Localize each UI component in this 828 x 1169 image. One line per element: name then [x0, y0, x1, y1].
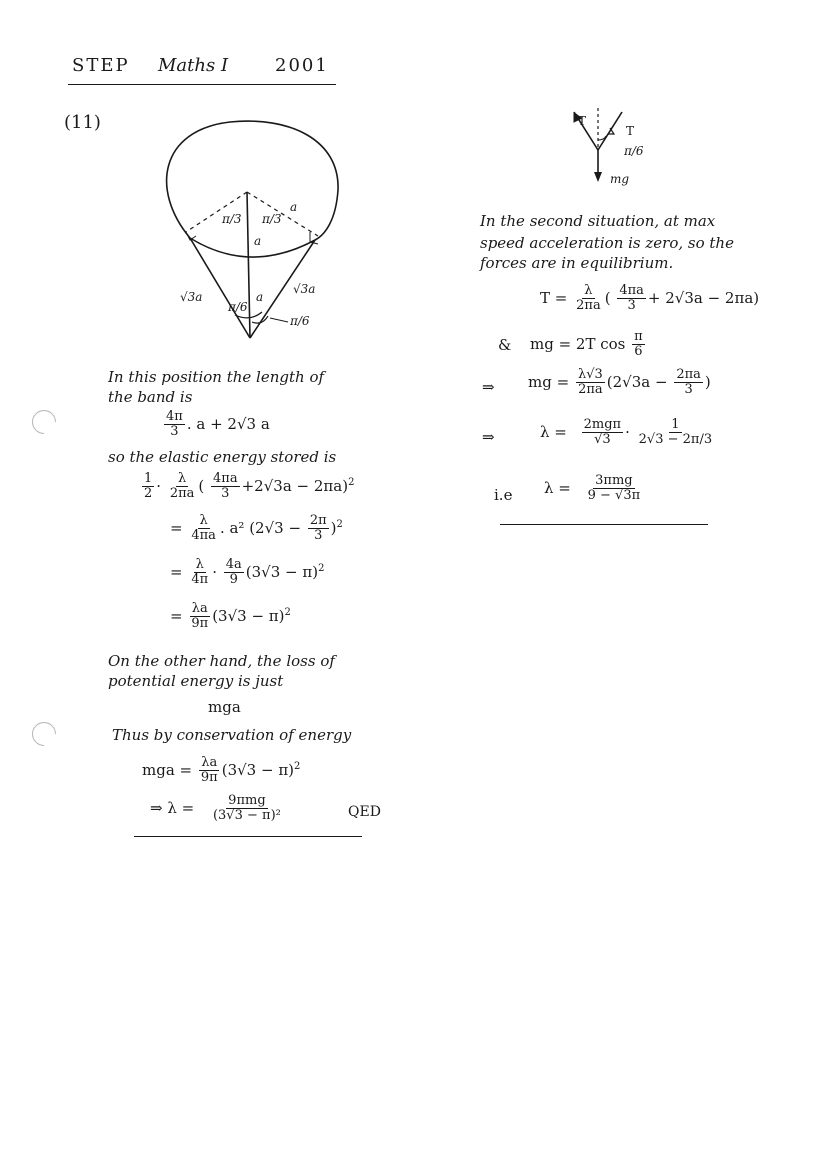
force-angle: π/6 — [624, 144, 644, 158]
c1-num: λa — [201, 755, 218, 770]
r1-num: λ — [584, 283, 593, 298]
c2-den: (3√3 − π)² — [212, 808, 281, 824]
r1-den: 2πa — [576, 298, 601, 314]
question-number: (11) — [64, 112, 101, 133]
e2-eq: = — [170, 518, 183, 537]
band-length-expression — [162, 410, 270, 440]
r3-mid: (2√3a − — [606, 372, 668, 391]
label-sqrt3a-right: √3a — [293, 282, 316, 296]
c2-num: 9πmg — [228, 793, 266, 808]
e3-rest: (3√3 − π) — [245, 562, 319, 581]
r3-arrow: ⇒ — [482, 378, 495, 396]
e3-den: 4π — [191, 572, 209, 588]
e1-lam-num: λ — [177, 471, 187, 486]
r1-iden: 3 — [627, 298, 636, 314]
right-final-rule — [500, 524, 708, 525]
e2-fnum: 2π — [309, 513, 327, 528]
r2-den: 6 — [634, 344, 643, 360]
left-final-rule — [134, 836, 362, 837]
r5-num: 3πmg — [595, 473, 633, 488]
right-line-1: In the second situation, at max — [480, 212, 716, 230]
r3-iden: 3 — [684, 382, 693, 398]
e3-num: λ — [195, 557, 204, 572]
e2-mid: . a² (2√3 − — [219, 518, 302, 537]
qed-label: QED — [348, 804, 381, 820]
e3-sq: 2 — [318, 562, 325, 574]
label-a-lower: a — [256, 290, 264, 304]
label-sqrt3a-left: √3a — [180, 290, 203, 304]
c1-den: 9π — [200, 770, 218, 786]
r4-den: √3 — [594, 432, 611, 448]
punch-hole-bottom — [27, 717, 61, 751]
ampersand: & — [498, 336, 512, 354]
e4-rest: (3√3 − π) — [212, 606, 285, 625]
r3-left: mg = — [528, 372, 570, 391]
punch-hole-top — [27, 405, 61, 439]
e1-half-num: 1 — [144, 471, 153, 486]
left-line-6: Thus by conservation of energy — [112, 726, 352, 744]
r4-num2: 1 — [671, 417, 680, 432]
e2-end: ) — [330, 518, 337, 537]
e1-half-den: 2 — [144, 486, 153, 502]
r5-den: 9 − √3π — [587, 488, 641, 504]
e2-sq: 2 — [336, 518, 343, 530]
e4-den: 9π — [191, 616, 209, 632]
circle-band-diagram — [150, 110, 350, 350]
e1-inner-num: 4πa — [213, 471, 238, 486]
e1-rest: +2√3a − 2πa) — [241, 476, 349, 495]
e2-den: 4πa — [191, 528, 216, 544]
c2-left: ⇒ λ = — [150, 798, 195, 817]
right-line-2: speed acceleration is zero, so the — [480, 234, 734, 252]
equilibrium-eq — [530, 330, 647, 360]
e1-sq: 2 — [348, 476, 355, 488]
r4-num: 2mgπ — [583, 417, 622, 432]
e2-fden: 3 — [314, 528, 323, 544]
header-year: 2001 — [275, 55, 329, 76]
e3-den2: 9 — [229, 572, 238, 588]
e2-num: λ — [199, 513, 208, 528]
r1-rest: + 2√3a − 2πa) — [647, 288, 760, 307]
lambda-eq-final — [544, 474, 644, 504]
left-line-3: so the elastic energy stored is — [108, 448, 337, 466]
e4-num: λa — [191, 601, 208, 616]
r1-left: T = — [540, 288, 568, 307]
e4-eq: = — [170, 606, 183, 625]
e3-eq: = — [170, 562, 183, 581]
angle-pi3-right: π/3 — [262, 212, 282, 226]
lambda-eq-1: λ = $\frac{\text{2mgπ}}{√3}$ · $\frac{1}{2√3 - 2\pi/3}$ — [540, 417, 713, 448]
e4-sq: 2 — [284, 606, 291, 618]
tension-eq: T = $\frac{\lambda}{2\pi a}$ ( $\frac{4\pi a}{3}$ + 2√3a − 2πa) — [540, 283, 760, 314]
label-a-center: a — [254, 234, 262, 248]
header-underline — [68, 84, 336, 85]
e3-num2: 4a — [225, 557, 242, 572]
force-t-left: T — [578, 114, 587, 128]
c1-rest: (3√3 − π) — [221, 760, 295, 779]
force-weight: mg — [610, 172, 630, 186]
r1-inum: 4πa — [619, 283, 644, 298]
left-line-2: the band is — [108, 388, 193, 406]
r3-num: λ√3 — [577, 367, 603, 382]
r5-ie: i.e — [494, 486, 513, 504]
left-line-5: potential energy is just — [108, 672, 284, 690]
mg-eq — [528, 368, 711, 398]
r3-end: ) — [704, 372, 711, 391]
left-line-1: In this position the length of — [108, 368, 325, 386]
angle-pi6-pointer: π/6 — [290, 314, 310, 328]
e1-inner-den: 3 — [221, 486, 230, 502]
header-title: STEP — [72, 55, 130, 76]
energy-eq-4 — [170, 602, 291, 632]
e1-lam-den: 2πa — [169, 486, 195, 502]
angle-pi6-center: π/6 — [228, 300, 248, 314]
force-t-right: T — [626, 124, 635, 138]
r4-left: λ = — [540, 422, 567, 441]
c1-left: mga = — [142, 760, 193, 779]
header-subject: Maths I — [158, 55, 229, 76]
conservation-eq-1 — [142, 756, 300, 786]
angle-pi3-left: π/3 — [222, 212, 242, 226]
conservation-eq-2 — [150, 794, 285, 824]
length-frac-num: 4π — [166, 409, 183, 424]
r3-den: 2πa — [578, 382, 603, 398]
r4-den2: 2√3 − 2π/3 — [638, 432, 713, 448]
r2-eq: mg = 2T cos — [530, 334, 626, 353]
right-line-3: forces are in equilibrium. — [480, 254, 674, 272]
left-line-4: On the other hand, the loss of — [108, 652, 335, 670]
c1-sq: 2 — [294, 760, 301, 772]
length-frac-den: 3 — [170, 424, 179, 440]
r4-arrow: ⇒ — [482, 428, 495, 446]
energy-eq-3: = $\frac{\lambda}{4\pi}$ · $\frac{4a}{9}$ $(3√3 - \pi)^2$ — [170, 557, 325, 588]
r2-num: π — [634, 329, 643, 344]
r3-inum: 2πa — [676, 367, 701, 382]
r5-left: λ = — [544, 478, 571, 497]
label-a-top-right: a — [290, 200, 298, 214]
energy-eq-2 — [170, 514, 343, 544]
potential-energy-mga: mga — [208, 698, 241, 716]
length-rest: . a + 2√3 a — [186, 414, 270, 433]
energy-eq-1: $\frac{1}{2}$ · $\frac{\lambda}{2\pi a}$ ( $\frac{4\pi a}{3}$ +2√3a − 2πa)$^2$ — [144, 471, 355, 502]
